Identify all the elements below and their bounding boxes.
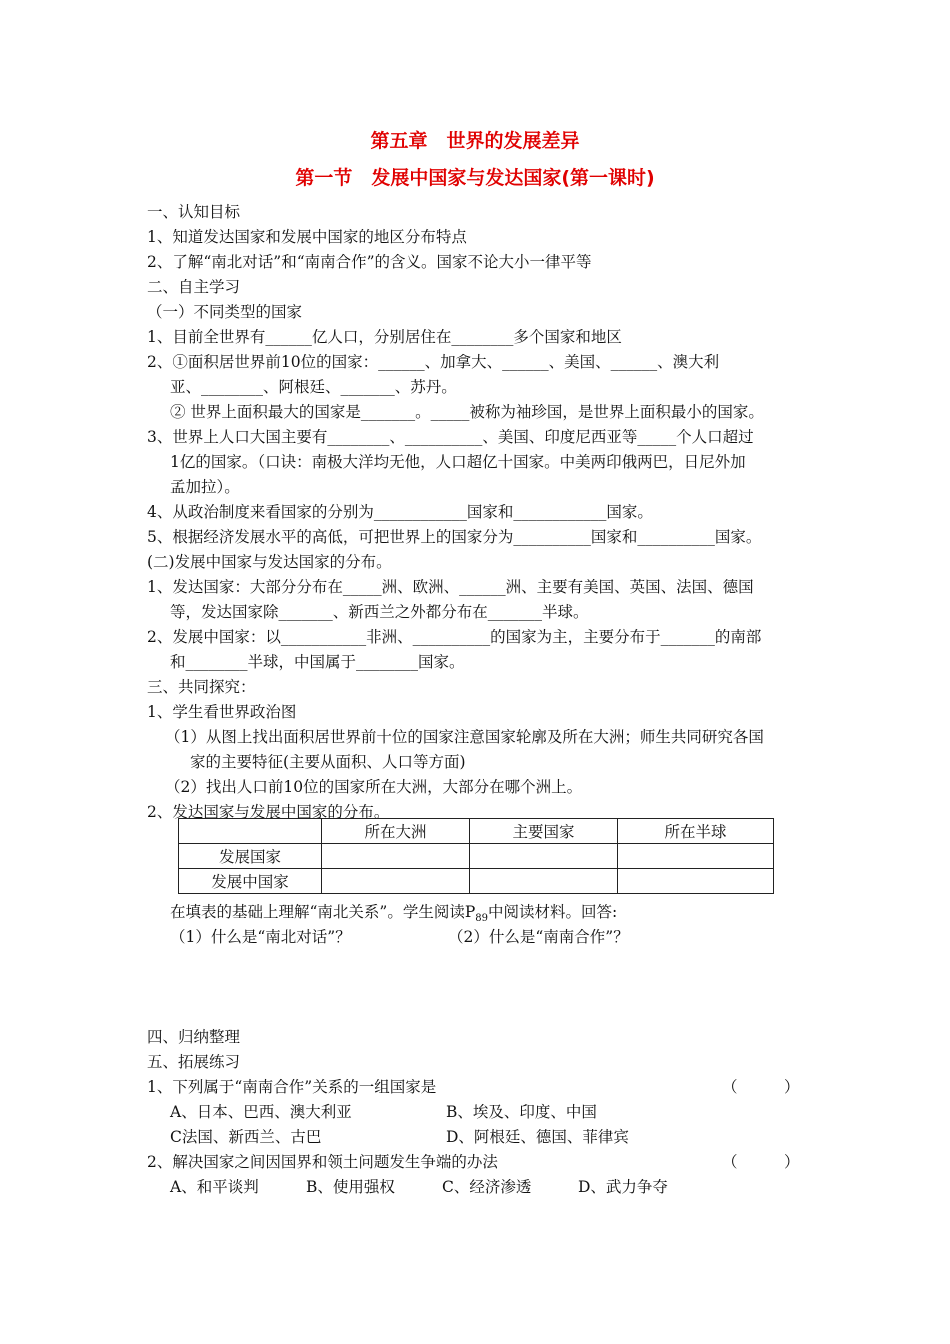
table-header	[179, 819, 322, 844]
table-cell[interactable]	[618, 869, 774, 894]
question-line: 2、发展中国家：以___________非洲、__________的国家为主，主要分布于_______的南部	[147, 628, 762, 646]
subheading: (二)发展中国家与发达国家的分布。	[147, 553, 392, 571]
table-row	[179, 844, 774, 869]
section-title: 第一节 发展中国家与发达国家(第一课时)	[295, 167, 655, 189]
question-line: 2、①面积居世界前10位的国家：______、加拿大、______、美国、______、澳大利	[147, 353, 720, 371]
heading-objectives: 一、认知目标	[147, 203, 241, 221]
exercise-question: 1、下列属于“南南合作”关系的一组国家是	[147, 1078, 437, 1096]
question-line: 1、发达国家：大部分分布在_____洲、欧洲、______洲、主要有美国、英国、法国、德国	[147, 578, 754, 596]
reading-instruction: 在填表的基础上理解“南北关系”。学生阅读$P_{89}$中阅读材料。回答:	[170, 903, 618, 925]
option-d: D、武力争夺	[578, 1178, 668, 1196]
question-line: 1亿的国家。（口诀：南极大洋均无他，人口超亿十国家。中美两印俄两巴，日尼外加	[170, 453, 746, 471]
answer-blank[interactable]: （ ）	[722, 1153, 800, 1171]
table-row-label: 发展国家	[179, 844, 322, 869]
option-c: C法国、新西兰、古巴	[170, 1128, 322, 1146]
page-subscript: 89	[475, 913, 489, 925]
option-a: A、日本、巴西、澳大利亚	[170, 1103, 352, 1121]
question-line: 等，发达国家除_______、新西兰之外都分布在_______半球。	[170, 603, 589, 621]
option-b: B、埃及、印度、中国	[446, 1103, 597, 1121]
chapter-title: 第五章 世界的发展差异	[370, 130, 580, 152]
explore-line: 家的主要特征(主要从面积、人口等方面)	[190, 753, 466, 771]
subheading: （一）不同类型的国家	[147, 303, 303, 321]
question-line: 1、目前全世界有______亿人口，分别居住在________多个国家和地区	[147, 328, 622, 346]
question-line: 亚、________、阿根廷、_______、苏丹。	[170, 378, 457, 396]
question-line: 孟加拉）。	[170, 478, 240, 496]
objective-line: 1、知道发达国家和发展中国家的地区分布特点	[147, 228, 467, 246]
explore-line: 1、学生看世界政治图	[147, 703, 297, 721]
option-a: A、和平谈判	[170, 1178, 259, 1196]
question-line: 5、根据经济发展水平的高低，可把世界上的国家分为__________国家和__________国家。	[147, 528, 762, 546]
question-line: 3、世界上人口大国主要有________、__________、美国、印度尼西亚等_____个人口超过	[147, 428, 754, 446]
answer-blank[interactable]: （ ）	[722, 1078, 800, 1096]
table-header-row	[179, 819, 774, 844]
option-c: C、经济渗透	[442, 1178, 532, 1196]
objective-line: 2、了解“南北对话”和“南南合作”的含义。国家不论大小一律平等	[147, 253, 592, 271]
heading-self-study: 二、自主学习	[147, 278, 241, 296]
question-south-south: （2）什么是“南南合作”？	[448, 928, 629, 946]
table-cell[interactable]	[470, 844, 618, 869]
option-d: D、阿根廷、德国、菲律宾	[446, 1128, 629, 1146]
distribution-table	[178, 818, 774, 894]
question-line: 4、从政治制度来看国家的分别为____________国家和____________国家。	[147, 503, 653, 521]
explore-line: （2）找出人口前10位的国家所在大洲，大部分在哪个洲上。	[165, 778, 583, 796]
table-row-label: 发展中国家	[179, 869, 322, 894]
question-line: ② 世界上面积最大的国家是_______。_____被称为袖珍国，是世界上面积最小的国家。	[170, 403, 764, 421]
table-cell[interactable]	[322, 844, 470, 869]
table-cell[interactable]	[322, 869, 470, 894]
question-line: 和________半球，中国属于________国家。	[170, 653, 465, 671]
table-cell[interactable]	[470, 869, 618, 894]
table-header: 所在半球	[618, 819, 774, 844]
table-cell[interactable]	[618, 844, 774, 869]
explore-line: （1）从图上找出面积居世界前十位的国家注意国家轮廓及所在大洲；师生共同研究各国	[165, 728, 764, 746]
table-header: 所在大洲	[322, 819, 470, 844]
question-north-south: （1）什么是“南北对话”？	[170, 928, 351, 946]
table-row	[179, 869, 774, 894]
exercise-question: 2、解决国家之间因国界和领土问题发生争端的办法	[147, 1153, 498, 1171]
table-header: 主要国家	[470, 819, 618, 844]
heading-explore: 三、共同探究：	[147, 678, 256, 696]
heading-summary: 四、归纳整理	[147, 1028, 241, 1046]
heading-practice: 五、拓展练习	[147, 1053, 241, 1071]
option-b: B、使用强权	[306, 1178, 395, 1196]
explore-line: 2、发达国家与发展中国家的分布。	[147, 803, 390, 821]
